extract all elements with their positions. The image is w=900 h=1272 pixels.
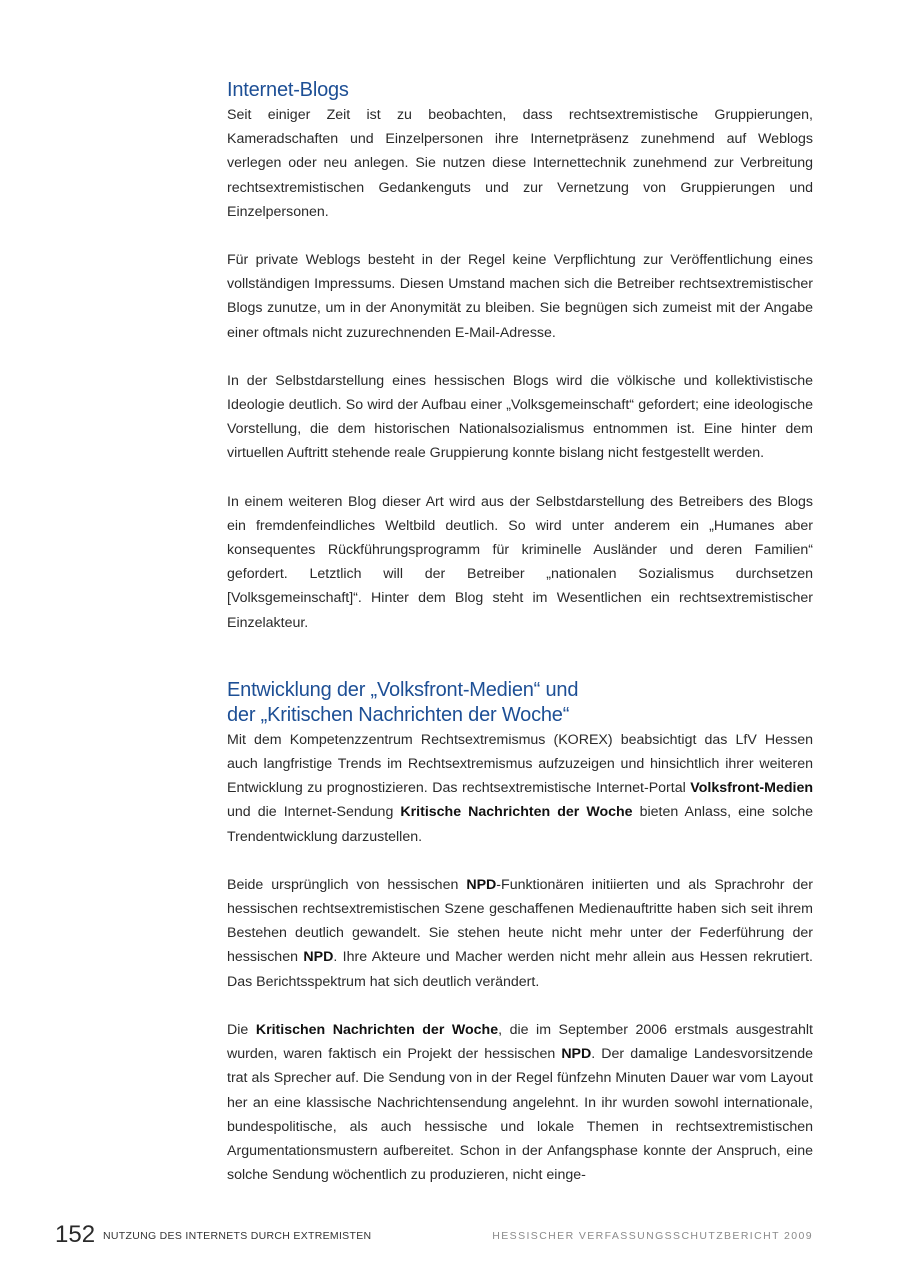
text-run: , die im September 2006 erstmals ausgestrahlt wurden, waren faktisch ein Projekt der hessischen bbox=[227, 1021, 814, 1063]
footer-report-title: HESSISCHER VERFASSUNGSSCHUTZBERICHT 2009 bbox=[492, 1230, 813, 1242]
text-run: . Der damalige Landesvorsitzende trat als Sprecher auf. Die Sendung von in der Regel fünfzehn Minuten Dauer war vom Layout her an eine klassische Nachrichtensendung angelehnt. In ihr wurden sowohl internationale, bundespolitische, als auch hessische und lokale Themen in rechtsextremistischen Argumentationsmustern aufbereitet. Schon in der Anfangsphase konnte der Anspruch, eine solche Sendung wöchentlich zu produzieren, nicht einge- bbox=[227, 1046, 813, 1184]
body-paragraph bbox=[227, 103, 813, 224]
body-paragraph bbox=[227, 1018, 813, 1187]
section-heading bbox=[227, 678, 813, 728]
paragraph-gap bbox=[227, 466, 813, 490]
footer-chapter-title: NUTZUNG DES INTERNETS DURCH EXTREMISTEN bbox=[103, 1230, 372, 1242]
text-run: In der Selbstdarstellung eines hessischen Blogs wird die völkische und kollektivistische Ideologie deutlich. So wird der Aufbau einer „Volksgemeinschaft“ gefordert; eine ideologische Vorstellung, die dem historischen Nationalsozialismus entnommen ist. Eine hinter dem virtuellen Auftritt stehende reale Gruppierung konnte bislang nicht festgestellt werden. bbox=[227, 372, 813, 462]
section-gap bbox=[227, 635, 813, 678]
body-paragraph bbox=[227, 369, 813, 466]
bold-term: NPD bbox=[561, 1046, 592, 1063]
bold-term: NPD bbox=[466, 876, 497, 893]
paragraph-gap bbox=[227, 994, 813, 1018]
text-run: und die Internet-Sendung bbox=[227, 804, 401, 821]
body-paragraph bbox=[227, 873, 813, 994]
heading-line: Entwicklung der „Volksfront-Medien“ und bbox=[227, 678, 579, 701]
text-run: Seit einiger Zeit ist zu beobachten, dass rechtsextremistische Gruppierungen, Kameradschaften und Einzelpersonen ihre Internetpräsenz zunehmend auf Weblogs verlegen oder neu anlegen. Sie nutzen diese Internettechnik zunehmend zur Verbreitung rechtsextremistischen Gedankenguts und zur Vernetzung von Gruppierungen und Einzelpersonen. bbox=[227, 107, 813, 220]
paragraph-gap bbox=[227, 345, 813, 369]
text-run: . Ihre Akteure und Macher werden nicht mehr allein aus Hessen rekrutiert. Das Berichtsspektrum hat sich deutlich verändert. bbox=[227, 949, 813, 990]
text-run: In einem weiteren Blog dieser Art wird aus der Selbstdarstellung des Betreibers des Blogs ein fremdenfeindliches Weltbild deutlich. So wird unter anderem ein „Humanes aber konsequentes Rückführungsprogramm für kriminelle Ausländer und deren Familien“ gefordert. Letztlich will der Betreiber „nationalen Sozialismus durchsetzen [Volksgemeinschaft]“. Hinter dem Blog steht im Wesentlichen ein rechtsextremistischer Einzelakteur. bbox=[227, 493, 813, 631]
paragraph-gap bbox=[227, 849, 813, 873]
bold-term: Kritische Nachrichten der Woche bbox=[400, 804, 633, 821]
section-heading bbox=[227, 78, 813, 103]
text-run: Für private Weblogs besteht in der Regel keine Verpflichtung zur Veröffentlichung eines vollständigen Impressums. Diesen Umstand machen sich die Betreiber rechtsextremistischer Blogs zunutze, um in der Anonymität zu bleiben. Sie begnügen sich zumeist mit der Angabe einer oftmals nicht zuzurechnenden E-Mail-Adresse. bbox=[227, 252, 813, 341]
body-paragraph bbox=[227, 490, 813, 635]
body-paragraph bbox=[227, 248, 813, 345]
text-run: Beide ursprünglich von hessischen bbox=[227, 876, 467, 893]
bold-term: Volksfront-Medien bbox=[690, 780, 813, 797]
text-run: Mit dem Kompetenzzentrum Rechtsextremismus (KOREX) beabsichtigt das LfV Hessen auch langfristige Trends im Rechtsextremismus aufzuzeigen und hinsichtlich ihrer weiteren Entwicklung zu prognostizieren. Das rechtsextremistische Internet-Portal bbox=[227, 731, 813, 797]
page-number: 152 bbox=[55, 1221, 96, 1248]
heading-line: der „Kritischen Nachrichten der Woche“ bbox=[227, 703, 570, 726]
bold-term: NPD bbox=[303, 949, 334, 966]
bold-term: Kritischen Nachrichten der Woche bbox=[255, 1021, 499, 1038]
text-run: bieten Anlass, eine solche Trendentwicklung darzustellen. bbox=[227, 804, 814, 845]
body-paragraph bbox=[227, 728, 813, 849]
heading-line: Internet-Blogs bbox=[227, 79, 349, 101]
page-content bbox=[227, 78, 813, 1187]
page-footer bbox=[0, 1219, 900, 1253]
text-run: -Funktionären initiierten und als Sprachrohr der hessischen rechtsextremistischen Szene geschaffenen Medienauftritte haben sich seit ihrem Bestehen deutlich gewandelt. Sie stehen heute nicht mehr unter der Federführung der hessischen bbox=[227, 876, 813, 966]
text-run: Die bbox=[227, 1021, 256, 1038]
paragraph-gap bbox=[227, 224, 813, 248]
